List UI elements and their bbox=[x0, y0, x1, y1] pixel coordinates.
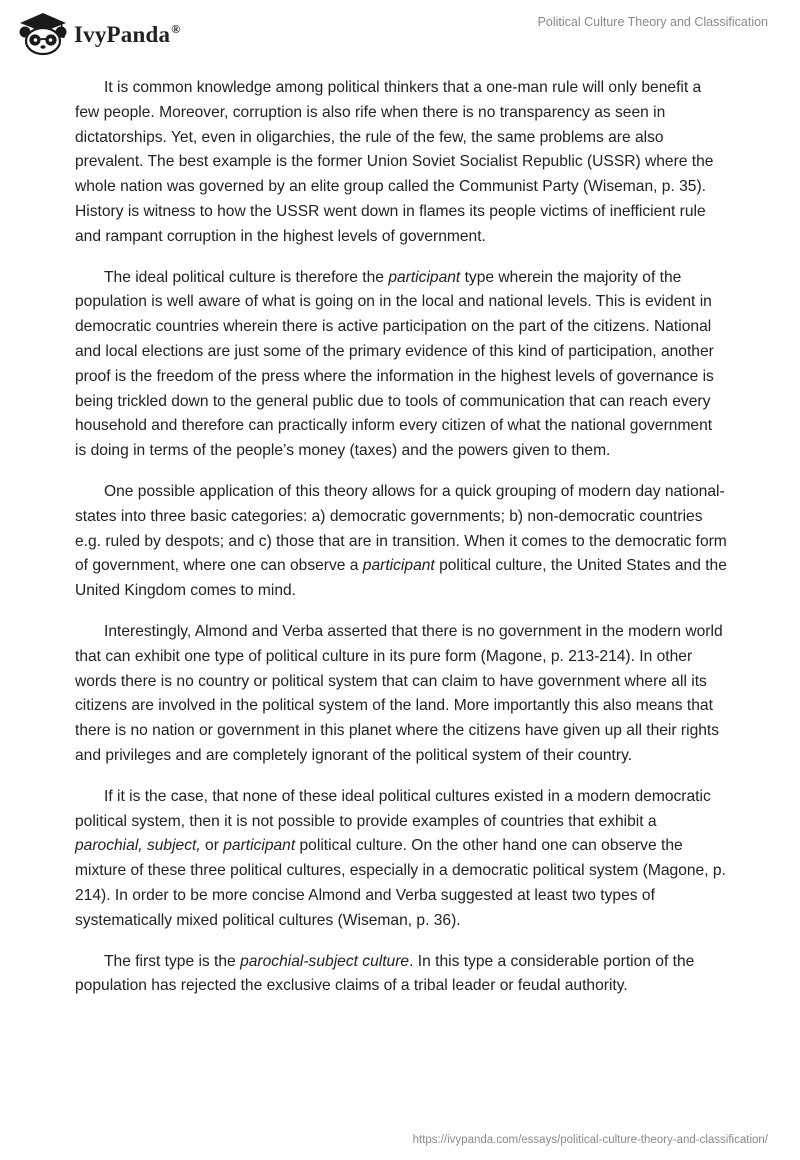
paragraph-text: It is common knowledge among political thinkers that a one-man rule will only benefit a few people. Moreover, corruption is also rife when there is no transparency as seen in dictatorships. Yet, even in oligarchies, the rule of the few, the same problems are also prevalent. The best example is the former Union Soviet Socialist Republic (USSR) where the whole nation was governed by an elite group called the Communist Party (Wiseman, p. 35). History is witness to how the USSR went down in flames its people victims of inefficient rule and rampant corruption in the highest levels of government. bbox=[75, 79, 714, 245]
brand-logo[interactable] bbox=[14, 10, 180, 56]
essay-paragraph bbox=[75, 76, 727, 250]
essay-body bbox=[75, 76, 727, 1015]
source-url[interactable]: https://ivypanda.com/essays/political-culture-theory-and-classification/ bbox=[412, 1134, 768, 1146]
emphasized-text: participant bbox=[362, 557, 435, 575]
paragraph-text: political culture, the United States and the United Kingdom comes to mind. bbox=[75, 557, 727, 600]
essay-paragraph bbox=[75, 785, 727, 934]
paragraph-text: or bbox=[200, 837, 224, 855]
paragraph-text: One possible application of this theory allows for a quick grouping of modern day national-states into three basic categories: a) democratic governments; b) non-democratic countries e.g. ruled by despots; and c) those that are in transition. When it comes to the democratic form of government, where one can observe a bbox=[75, 482, 727, 575]
paragraph-text: type wherein the majority of the population is well aware of what is going on in the local and national levels. This is evident in democratic countries wherein there is active participation on the part of the citizens. National and local elections are just some of the primary evidence of this kind of participation, another proof is the freedom of the press where the information in the highest levels of governance is being trickled down to the general public due to tools of communication that can reach every household and therefore can practically inform every citizen of what the national government is doing in terms of the people’s money (taxes) and the powers given to them. bbox=[75, 268, 714, 460]
emphasized-text: parochial-subject culture bbox=[240, 952, 410, 970]
essay-paragraph bbox=[75, 950, 727, 1000]
paragraph-text: political culture. On the other hand one can observe the mixture of these three political cultures, especially in a democratic political system (Magone, p. 214). In order to be more concise Almond and Verba suggested at least two types of systematically mixed political cultures (Wiseman, p. 36). bbox=[75, 837, 726, 929]
paragraph-text: The first type is the bbox=[104, 952, 241, 970]
brand-name: IvyPanda® bbox=[74, 22, 181, 47]
document-title: Political Culture Theory and Classification bbox=[537, 15, 768, 29]
essay-paragraph bbox=[75, 480, 727, 604]
paragraph-text: The ideal political culture is therefore the bbox=[104, 268, 389, 286]
essay-paragraph bbox=[75, 620, 727, 769]
page-header bbox=[0, 0, 800, 60]
paragraph-text: . In this type a considerable portion of the population has rejected the exclusive claims of a tribal leader or feudal authority. bbox=[75, 952, 695, 995]
paragraph-text: If it is the case, that none of these ideal political cultures existed in a modern democratic political system, then it is not possible to provide examples of countries that exhibit a bbox=[75, 787, 711, 830]
essay-paragraph bbox=[75, 266, 727, 464]
paragraph-text: Interestingly, Almond and Verba asserted that there is no government in the modern world that can exhibit one type of political culture in its pure form (Magone, p. 213-214). In other words there is no country or political system that can claim to have government where all its citizens are involved in the political system of the land. More importantly this also means that there is no nation or government in this planet where the citizens have given up all their rights and privileges and are completely ignorant of the political system of their country. bbox=[75, 622, 723, 764]
panda-graduate-icon bbox=[14, 10, 72, 56]
emphasized-text: parochial, subject, bbox=[75, 837, 201, 855]
emphasized-text: participant bbox=[388, 268, 461, 286]
emphasized-text: participant bbox=[223, 837, 296, 855]
